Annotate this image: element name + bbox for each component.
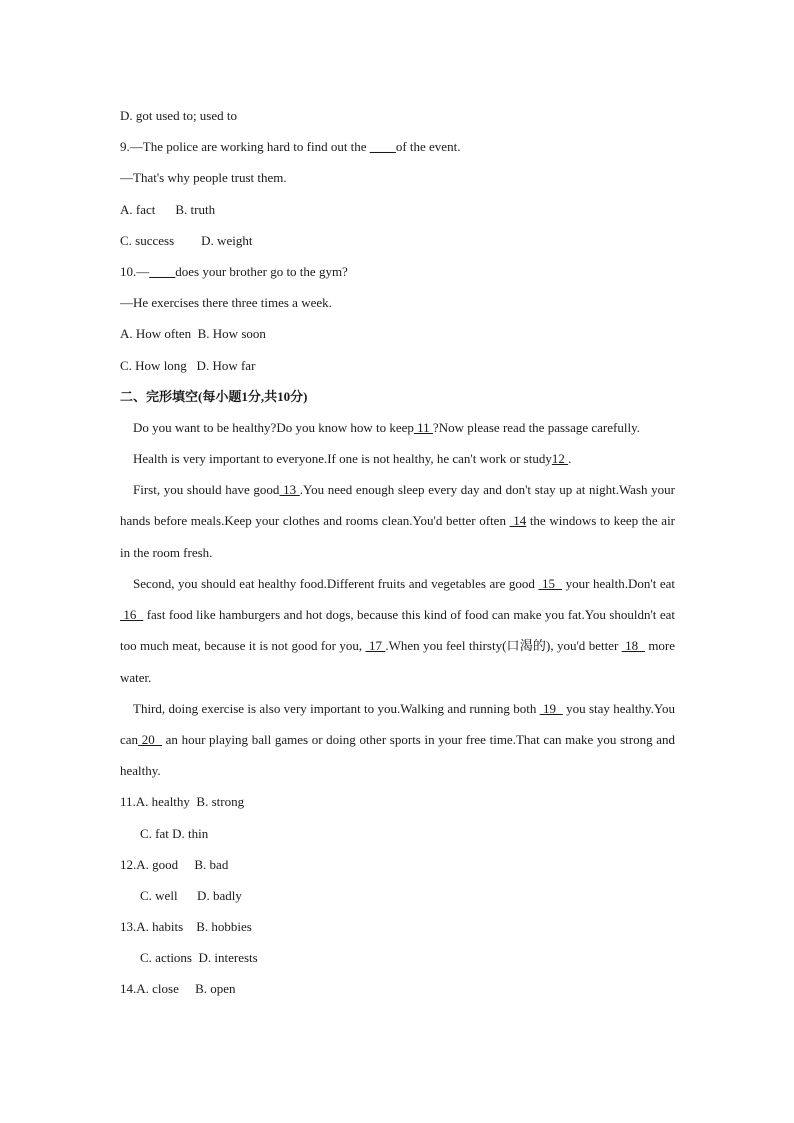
option-11-ab: 11.A. healthy B. strong <box>120 794 245 810</box>
blank-12: 12 <box>551 451 569 467</box>
option-11-cd: C. fat D. thin <box>140 825 209 841</box>
document-page <box>120 100 675 1005</box>
q9-options-ab <box>120 194 675 225</box>
q9-option-d: D. weight <box>201 232 253 248</box>
blank-15: 15 <box>538 575 563 591</box>
q10-blank: ____ <box>149 263 176 279</box>
passage-paragraph-2: Health is very important to everyone.If one is not healthy, he can't work or study12 . <box>133 451 572 467</box>
q9-option-a: A. fact <box>120 201 156 217</box>
blank-20: 20 <box>138 731 162 747</box>
passage-paragraph-1: Do you want to be healthy?Do you know how to keep 11 ?Now please read the passage carefully. <box>133 419 640 435</box>
blank-17: 17 <box>365 638 386 654</box>
q10-question-end: does your brother go to the gym? <box>175 263 348 279</box>
q8-option-d: D. got used to; used to <box>120 108 237 123</box>
blank-16: 16 <box>120 607 144 623</box>
blank-18: 18 <box>621 638 645 654</box>
option-12-cd: C. well D. badly <box>140 887 242 903</box>
q10-question-start: 10.— <box>120 263 150 279</box>
q9-blank: ____ <box>369 139 396 155</box>
passage-paragraph-5: Third, doing exercise is also very important to you.Walking and running both 19 you stay healthy.You can 20 an hour playing ball games or doing other sports in your free time.That can make you strong and healthy. <box>120 700 675 779</box>
passage-paragraph-4: Second, you should eat healthy food.Different fruits and vegetables are good 15 your health.Don't eat 16 fast food like hamburgers and hot dogs, because this kind of food can make you fat.You shouldn't eat too much meat, because it is not good for you, 17 .When you feel thirsty(口渴的), you'd better 18 more water. <box>120 575 676 685</box>
blank-11: 11 <box>413 419 433 435</box>
q10-options-cd: C. How long D. How far <box>120 357 256 373</box>
q9-options-cd <box>120 225 675 256</box>
option-13-ab: 13.A. habits B. hobbies <box>120 919 252 935</box>
q10-options-ab: A. How often B. How soon <box>120 326 266 342</box>
q10-question <box>120 256 675 287</box>
option-13-cd: C. actions D. interests <box>140 950 258 966</box>
q9-question-end: of the event. <box>395 139 461 155</box>
option-12-ab: 12.A. good B. bad <box>120 856 229 872</box>
blank-19: 19 <box>539 700 563 716</box>
q9-question-start: 9.—The police are working hard to find out the <box>120 139 370 155</box>
blank-13: 13 <box>279 482 300 498</box>
q9-option-b: B. truth <box>175 201 216 217</box>
q9-option-c: C. success <box>120 232 175 248</box>
option-14-ab: 14.A. close B. open <box>120 981 236 997</box>
passage-paragraph-3: First, you should have good 13 .You need enough sleep every day and don't stay up at night.Wash your hands before meals.Keep your clothes and rooms clean.You'd better often 14 the windows to keep the air in the room fresh. <box>120 482 676 560</box>
section-heading-cloze: 二、完形填空(每小题1分,共10分) <box>120 388 308 404</box>
q9-reply: —That's why people trust them. <box>120 170 287 186</box>
q9-question <box>120 131 675 162</box>
q10-reply: —He exercises there three times a week. <box>120 295 332 311</box>
blank-14: 14 <box>509 513 527 529</box>
